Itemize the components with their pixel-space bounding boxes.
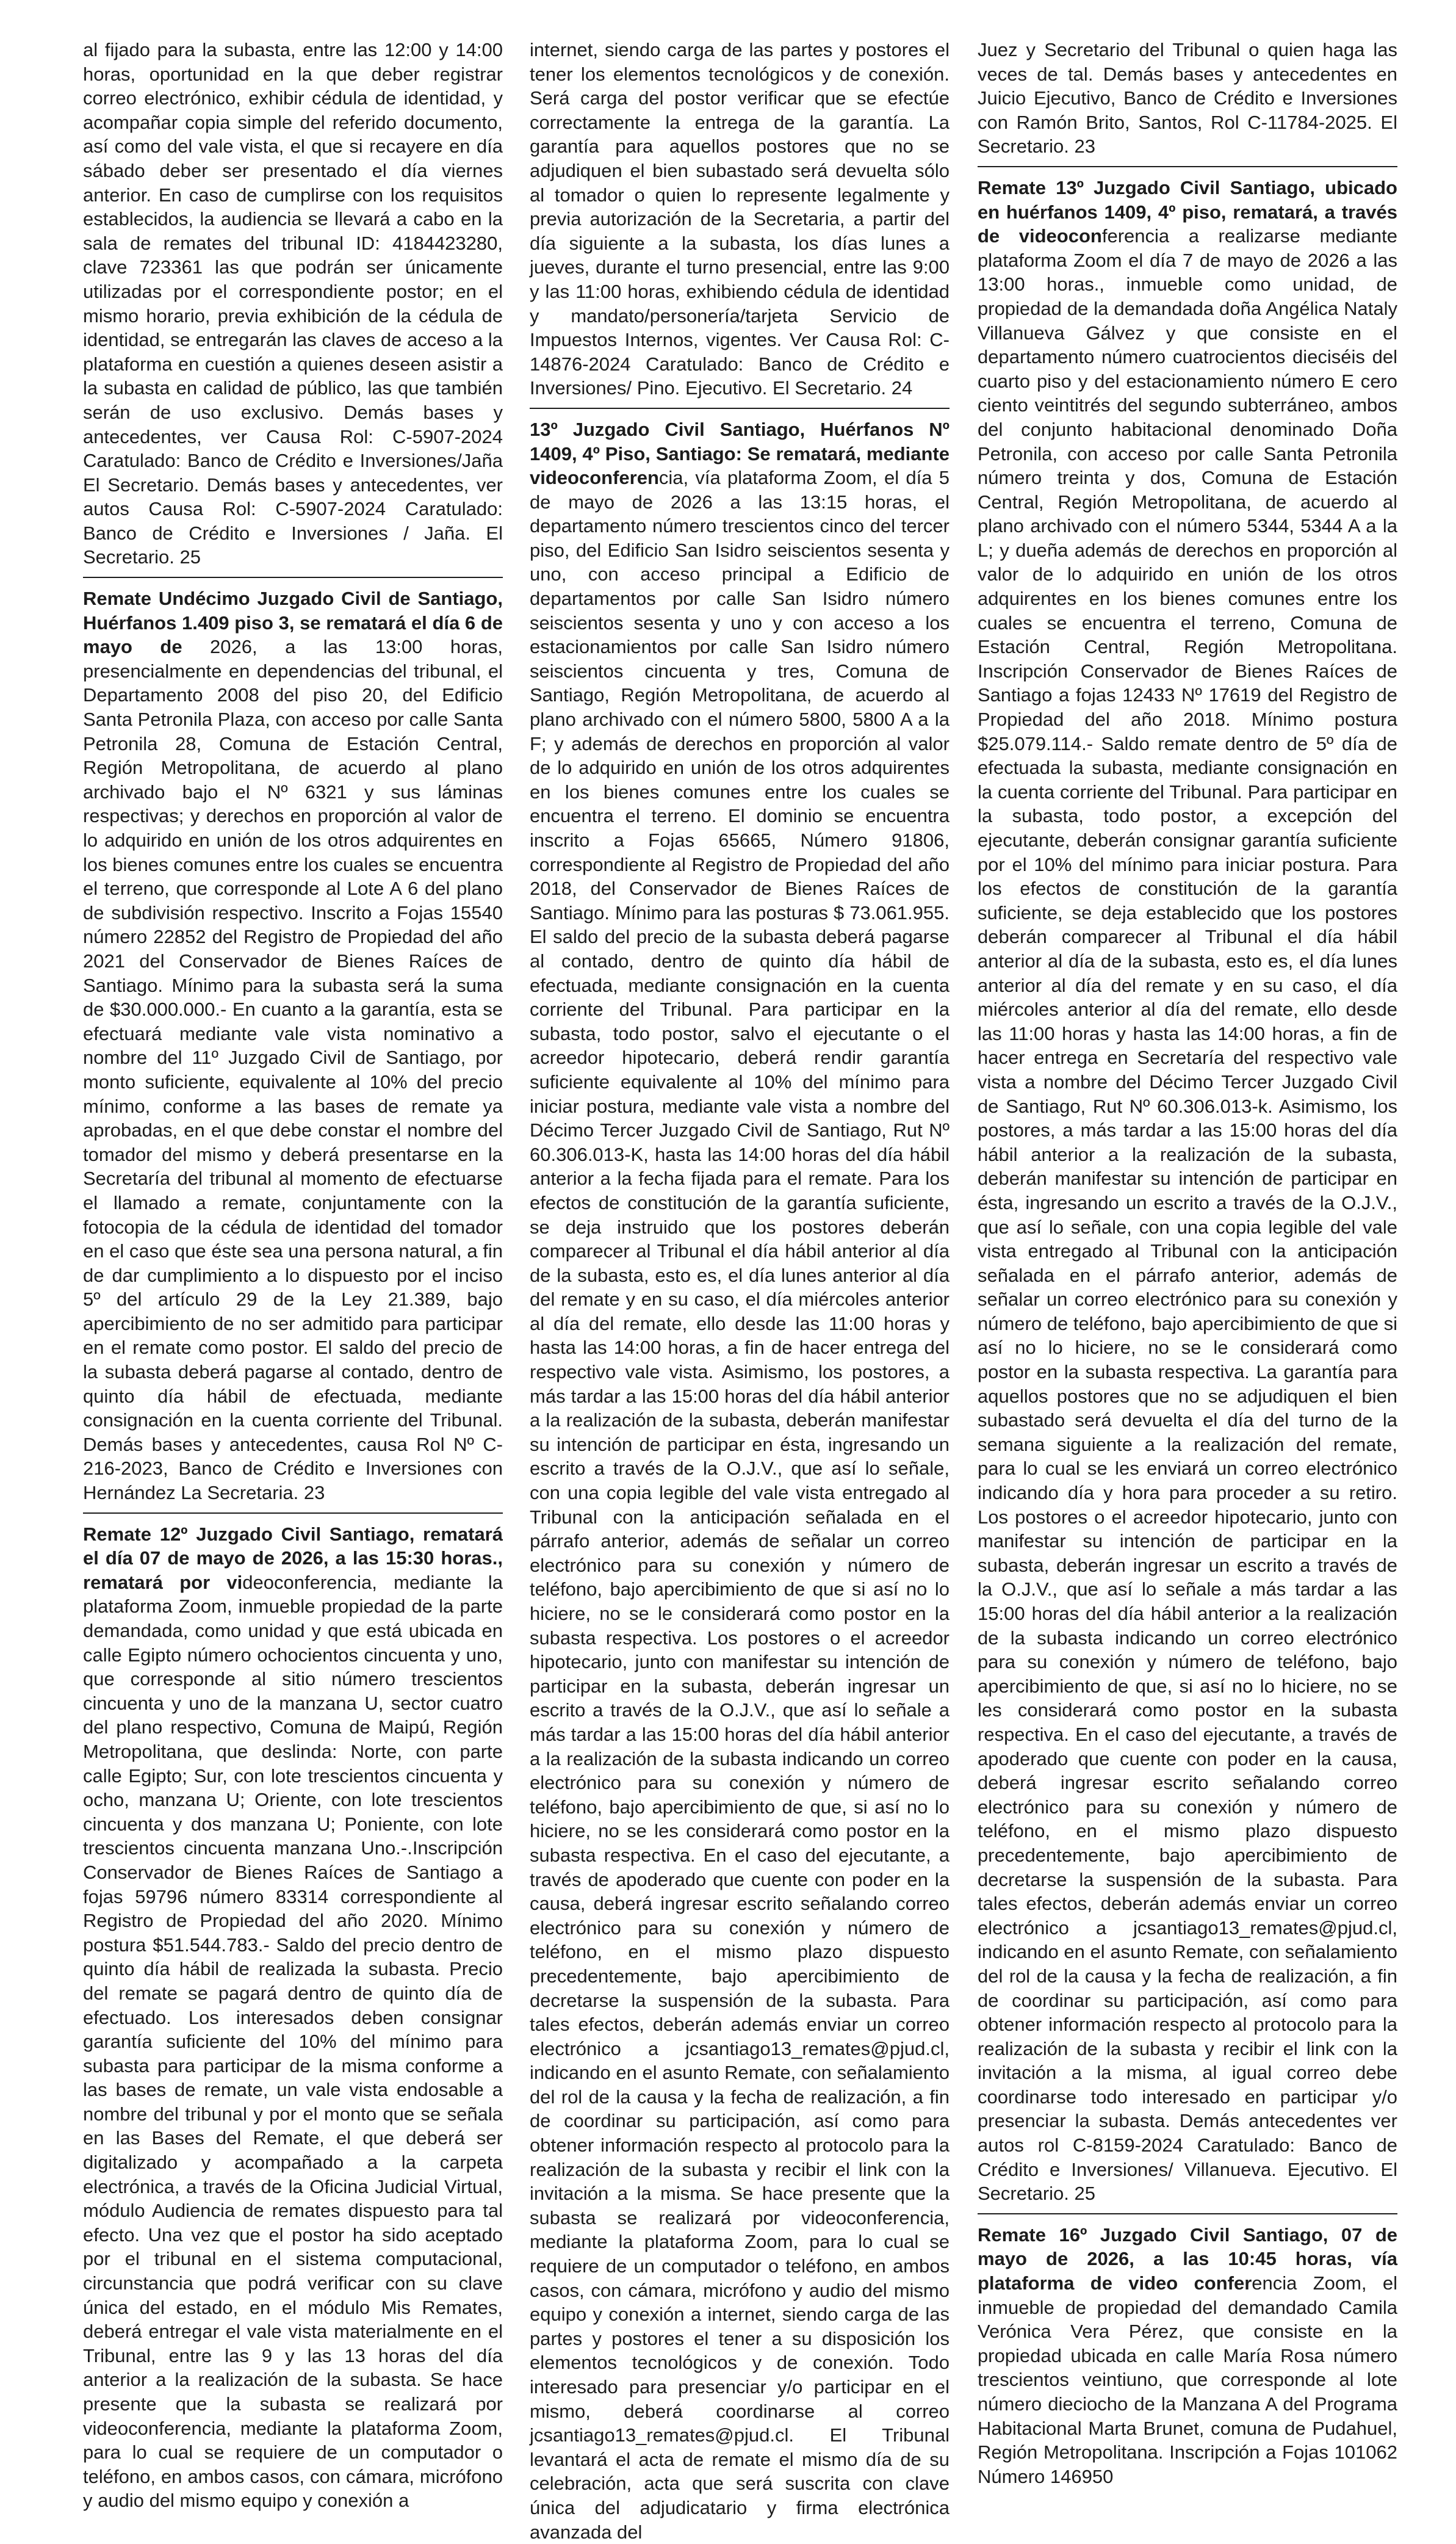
- column-2: [530, 38, 950, 2543]
- notice-body-text: ferencia a realizarse mediante plataforma Zoom el día 7 de mayo de 2026 a las 13:00 horas., inmueble como unidad, de propiedad de la demandada doña Angélica Nataly Villanueva Gálvez y que consiste en el departamento número cuatrocientos dieciséis del cuarto piso y del estacionamiento número E cero ciento veintitrés del segundo subterráneo, ambos del conjunto habitacional denominado Doña Petronila, con acceso por calle Santa Petronila número treinta y dos, Comuna de Estación Central, Región Metropolitana, de acuerdo al plano archivado con el número 5344, 5344 A a la L; y dueña además de derechos en proporción al valor de lo adquirido en unión de los otros adquirentes en los bienes comunes entre los cuales se encuentra el terreno, Comuna de Estación Central, Región Metropolitana. Inscripción Conservador de Bienes Raíces de Santiago a fojas 12433 Nº 17619 del Registro de Propiedad del año 2018. Mínimo postura $25.079.114.- Saldo remate dentro de 5º día de efectuada la subasta, mediante consignación en la cuenta corriente del Tribunal. Para participar en la subasta, todo postor, a excepción del ejecutante, deberán consignar garantía suficiente por el 10% del mínimo para iniciar postura. Para los efectos de constitución de la garantía suficiente, se deja establecido que los postores deberán comparecer al Tribunal el día hábil anterior al día de la subasta, esto es, el día lunes anterior al día del remate y en su caso, el día miércoles anterior al día del remate, ello desde las 11:00 horas y hasta las 14:00 horas, a fin de hacer entrega en Secretaría del respectivo vale vista a nombre del Décimo Tercer Juzgado Civil de Santiago, Rut Nº 60.306.013-k. Asimismo, los postores, a más tardar a las 15:00 horas del día hábil anterior a la realización de la subasta, deberán manifestar su intención de participar en ésta, ingresando un escrito a través de la O.J.V., que así lo señale, con una copia legible del vale vista entregado al Tribunal con la anticipación señalada en el párrafo anterior, además de señalar un correo electrónico para su conexión y número de teléfono, bajo apercibimiento de que si así no lo hiciere, no se le considerará como postor en la subasta respectiva. La garantía para aquellos postores que no se adjudiquen el bien subastado será devuelta el día del turno de la semana siguiente a la realización del remate, para lo cual se les enviará un correo electrónico indicando día y hora para proceder a su retiro. Los postores o el acreedor hipotecario, junto con manifestar su intención de participar en la subasta, deberán ingresar un escrito a través de la O.J.V., que así lo señale a más tardar a las 15:00 horas del día hábil anterior a la realización de la subasta indicando un correo electrónico para su conexión y número de teléfono, bajo apercibimiento de que, si así no lo hiciere, no se les considerará como postor en la subasta respectiva. En el caso del ejecutante, a través de apoderado que cuente con poder en la causa, deberá ingresar escrito señalando correo electrónico para su conexión y número de teléfono, en el mismo plazo dispuesto precedentemente, bajo apercibimiento de decretarse la suspensión de la subasta. Para tales efectos, deberán además enviar un correo electrónico a jcsantiago13_remates@pjud.cl, indicando en el asunto Remate, con señalamiento del rol de la causa y la fecha de realización, a fin de coordinar su participación, así como para obtener información respecto al protocolo para la realización de la subasta y recibir el link con la invitación a la misma, al igual correo debe coordinarse todo interesado en participar y/o presenciar la subasta. Demás antecedentes ver autos rol C-8159-2024 Caratulado: Banco de Crédito e Inversiones/ Villanueva. Ejecutivo. El Secretario. 25: [978, 225, 1398, 2205]
- notice-body-text: internet, siendo carga de las partes y postores el tener los elementos tecnológicos y de conexión. Será carga del postor verificar que se efectúe correctamente la entrega de la garantía. La garantía para aquellos postores que no se adjudiquen el bien subastado será devuelta sólo al tomador o quien lo represente legalmente y previa autorización de la Secretaria, a partir del día siguiente a la subasta, los días lunes a jueves, durante el turno presencial, entre las 9:00 y las 11:00 horas, exhibiendo cédula de identidad y mandato/personería/tarjeta Servicio de Impuestos Internos, vigentes. Ver Causa Rol: C-14876-2024 Caratulado: Banco de Crédito e Inversiones/ Pino. Ejecutivo. El Secretario. 24: [530, 39, 950, 399]
- notice-body-text: deoconferencia, mediante la plataforma Zoom, inmueble propiedad de la parte demandada, como unidad y que está ubicada en calle Egipto número ochocientos cincuenta y uno, que corresponde al sitio número trescientos cincuenta y uno de la manzana U, sector cuatro del plano respectivo, Comuna de Maipú, Región Metropolitana, que deslinda: Norte, con parte calle Egipto; Sur, con lote trescientos cincuenta y ocho, manzana U; Oriente, con lote trescientos cincuenta y dos manzana U; Poniente, con lote trescientos cincuenta manzana Uno.-.Inscripción Conservador de Bienes Raíces de Santiago a fojas 59796 número 83314 correspondiente al Registro de Propiedad del año 2020. Mínimo postura $51.544.783.- Saldo del precio dentro de quinto día hábil de realizada la subasta. Precio del remate se pagará dentro de quinto día de efectuado. Los interesados deben consignar garantía suficiente del 10% del mínimo para subasta para participar de la misma conforme a las bases de remate, un vale vista endosable a nombre del tribunal y por el monto que se señala en las Bases del Remate, el que deberá ser digitalizado y acompañado a la carpeta electrónica, a través de la Oficina Judicial Virtual, módulo Audiencia de remates dispuesto para tal efecto. Una vez que el postor ha sido aceptado por el tribunal en el sistema computacional, circunstancia que podrá verificar con su clave única del estado, en el módulo Mis Remates, deberá entregar el vale vista materialmente en el Tribunal, entre las 9 y las 13 horas del día anterior a la realización de la subasta. Se hace presente que la subasta se realizará por videoconferencia, mediante la plataforma Zoom, para lo cual se requiere de un computador o teléfono, en ambos casos, con cámara, micrófono y audio del mismo equipo y conexión a: [83, 1571, 503, 2512]
- notice-body: [530, 417, 950, 2544]
- notice-body: [978, 38, 1397, 159]
- notice-remate-16-juzgado: [978, 2223, 1397, 2489]
- notice-body: [530, 38, 950, 400]
- notice-body-text: Juez y Secretario del Tribunal o quien haga las veces de tal. Demás bases y antecedentes en Juicio Ejecutivo, Banco de Crédito e Inversiones con Ramón Brito, Santos, Rol C-11784-2025. El Secretario. 23: [978, 39, 1397, 157]
- notice-separator: [83, 1512, 503, 1514]
- notice-remate-12-juzgado: [83, 1522, 503, 2513]
- notice-body: [83, 38, 503, 569]
- notice-body-text: encia Zoom, el inmueble de propiedad del demandado Camila Verónica Vera Pérez, que consiste en la propiedad ubicada en calle María Rosa número trescientos veintiuno, que corresponde al lote número dieciocho de la Manzana A del Programa Habitacional Marta Brunet, comuna de Pudahuel, Región Metropolitana. Inscripción a Fojas 101062 Número 146950: [978, 2272, 1397, 2487]
- notice-continuation-3: [978, 38, 1397, 159]
- notice-remate-13-juzgado-villanueva: [978, 176, 1397, 2206]
- notice-heading: Remate Undécimo Juzgado Civil de Santiago, Huérfanos 1.409 piso 3, se rematará el día 6 de mayo de: [83, 588, 503, 658]
- column-3: [978, 38, 1398, 2487]
- notice-body-text: 2026, a las 13:00 horas, presencialmente en dependencias del tribunal, el Departamento 2008 del piso 20, del Edificio Santa Petronila Plaza, con acceso por calle Santa Petronila 28, Comuna de Estación Central, Región Metropolitana, de acuerdo al plano archivado bajo el Nº 6321 y sus láminas respectivas; y derechos en proporción al valor de lo adquirido en unión de los otros adquirentes en los bienes comunes entre los cuales se encuentra el terreno, que corresponde al Lote A 6 del plano de subdivisión respectivo. Inscrito a Fojas 15540 número 22852 del Registro de Propiedad del año 2021 del Conservador de Bienes Raíces de Santiago. Mínimo para la subasta será la suma de $30.000.000.- En cuanto a la garantía, esta se efectuará mediante vale vista nominativo a nombre del 11º Juzgado Civil de Santiago, por monto suficiente, equivalente al 10% del precio mínimo, conforme a las bases de remate ya aprobadas, en el que debe constar el nombre del tomador del mismo y deberá presentarse en la Secretaría del tribunal al momento de efectuarse el llamado a remate, conjuntamente con la fotocopia de la cédula de identidad del tomador en el caso que éste sea una persona natural, a fin de dar cumplimiento a lo dispuesto por el inciso 5º del artículo 29 de la Ley 21.389, bajo apercibimiento de no ser admitido para participar en el remate como postor. El saldo del precio de la subasta deberá pagarse al contado, dentro de quinto día hábil de efectuada, mediante consignación en la cuenta corriente del Tribunal. Demás bases y antecedentes, causa Rol Nº C-216-2023, Banco de Crédito e Inversiones con Hernández La Secretaria. 23: [83, 636, 503, 1504]
- notice-separator: [978, 2213, 1397, 2214]
- notice-separator: [530, 408, 950, 409]
- notice-continuation-2: [530, 38, 950, 400]
- notice-heading: 13º Juzgado Civil Santiago, Huérfanos Nº 1409, 4º Piso, Santiago: Se rematará, mediante videoconferen: [530, 418, 950, 489]
- notice-body: [83, 587, 503, 1505]
- notice-heading: Remate 16º Juzgado Civil Santiago, 07 de mayo de 2026, a las 10:45 horas, vía plataforma de video confer: [978, 2224, 1397, 2294]
- notice-heading: Remate 12º Juzgado Civil Santiago, rematará el día 07 de mayo de 2026, a las 15:30 horas., rematará por vi: [83, 1523, 503, 1593]
- notice-remate-11-juzgado: [83, 587, 503, 1505]
- column-1: [83, 38, 503, 2512]
- notice-body-text: cia, vía plataforma Zoom, el día 5 de mayo de 2026 a las 13:15 horas, el departamento número trescientos cinco del tercer piso, del Edificio San Isidro seiscientos sesenta y uno, con acceso principal a Edificio de departamentos por calle San Isidro número seiscientos sesenta y uno y con acceso a los estacionamientos por calle San Isidro número seiscientos cincuenta y tres, Comuna de Santiago, Región Metropolitana, de acuerdo al plano archivado con el número 5800, 5800 A a la F; y además de derechos en proporción al valor de lo adquirido en unión de los otros adquirentes en los bienes comunes entre los cuales se encuentra el terreno. El dominio se encuentra inscrito a Fojas 65665, Número 91806, correspondiente al Registro de Propiedad del año 2018, del Conservador de Bienes Raíces de Santiago. Mínimo para las posturas $ 73.061.955. El saldo del precio de la subasta deberá pagarse al contado, dentro de quinto día hábil de efectuada, mediante consignación en la cuenta corriente del Tribunal. Para participar en la subasta, todo postor, salvo el ejecutante o el acreedor hipotecario, deberá rendir garantía suficiente equivalente al 10% del mínimo para iniciar postura, mediante vale vista a nombre del Décimo Tercer Juzgado Civil de Santiago, Rut Nº 60.306.013-K, hasta las 14:00 horas del día hábil anterior a la fecha fijada para el remate. Para los efectos de constitución de la garantía suficiente, se deja instruido que los postores deberán comparecer al Tribunal el día hábil anterior al día de la subasta, esto es, el día lunes anterior al día del remate y en su caso, el día miércoles anterior al día del remate, ello desde las 11:00 horas y hasta las 14:00 horas, a fin de hacer entrega del respectivo vale vista. Asimismo, los postores, a más tardar a las 15:00 horas del día hábil anterior a la realización de la subasta, deberán manifestar su intención de participar en ésta, ingresando un escrito a través de la O.J.V., que así lo señale, con una copia legible del vale vista entregado al Tribunal con la anticipación señalada en el párrafo anterior, además de señalar un correo electrónico para su conexión y número de teléfono, bajo apercibimiento de que si así no lo hiciere, no se le considerará como postor en la subasta respectiva. Los postores o el acreedor hipotecario, junto con manifestar su intención de participar en la subasta, deberán ingresar un escrito a través de la O.J.V., que así lo señale a más tardar a las 15:00 horas del día hábil anterior a la realización de la subasta indicando un correo electrónico para su conexión y número de teléfono, bajo apercibimiento de que, si así no lo hiciere, no se les considerará como postor en la subasta respectiva. En el caso del ejecutante, a través de apoderado que cuente con poder en la causa, deberá ingresar escrito señalando correo electrónico para su conexión y número de teléfono, en el mismo plazo dispuesto precedentemente, bajo apercibimiento de decretarse la suspensión de la subasta. Para tales efectos, deberán además enviar un correo electrónico a jcsantiago13_remates@pjud.cl, indicando en el asunto Remate, con señalamiento del rol de la causa y la fecha de realización, a fin de coordinar su participación, así como para obtener información respecto al protocolo para la realización de la subasta y recibir el link con la invitación a la misma. Se hace presente que la subasta se realizará por videoconferencia, mediante la plataforma Zoom, para lo cual se requiere de un computador o teléfono, en ambos casos, con cámara, micrófono y audio del mismo equipo y conexión a internet, siendo carga de las partes y postores el tener a su disposición los elementos tecnológicos y de conexión. Todo interesado para presenciar y/o participar en el mismo, deberá coordinarse al correo jcsantiago13_remates@pjud.cl. El Tribunal levantará el acta de remate el mismo día de su celebración, acta que será suscrita con clave única del adjudicatario y firma electrónica avanzada del: [530, 467, 950, 2543]
- notice-body: [978, 176, 1397, 2206]
- notice-heading: Remate 13º Juzgado Civil Santiago, ubicado en huérfanos 1409, 4º piso, rematará, a través de videocon: [978, 176, 1397, 247]
- notice-continuation-1: [83, 38, 503, 569]
- notice-body: [978, 2223, 1397, 2489]
- notice-separator: [978, 166, 1397, 167]
- notice-separator: [83, 577, 503, 578]
- notice-body-text: al fijado para la subasta, entre las 12:00 y 14:00 horas, oportunidad en la que deber registrar correo electrónico, exhibir cédula de identidad, y acompañar copia simple del referido documento, así como del vale vista, el que si recayere en día sábado deber ser presentado el día viernes anterior. En caso de cumplirse con los requisitos establecidos, la audiencia se llevará a cabo en la sala de remates del tribunal ID: 4184423280, clave 723361 las que podrán ser únicamente utilizadas por el correspondiente postor; en el mismo horario, previa exhibición de la cédula de identidad, se entregarán las claves de acceso a la plataforma en cuestión a quienes deseen asistir a la subasta en calidad de público, las que también serán de uso exclusivo. Demás bases y antecedentes, ver Causa Rol: C-5907-2024 Caratulado: Banco de Crédito e Inversiones/Jaña El Secretario. Demás bases y antecedentes, ver autos Causa Rol: C-5907-2024 Caratulado: Banco de Crédito e Inversiones / Jaña. El Secretario. 25: [83, 39, 503, 568]
- notice-body: [83, 1522, 503, 2513]
- notice-13-juzgado-san-isidro: [530, 417, 950, 2544]
